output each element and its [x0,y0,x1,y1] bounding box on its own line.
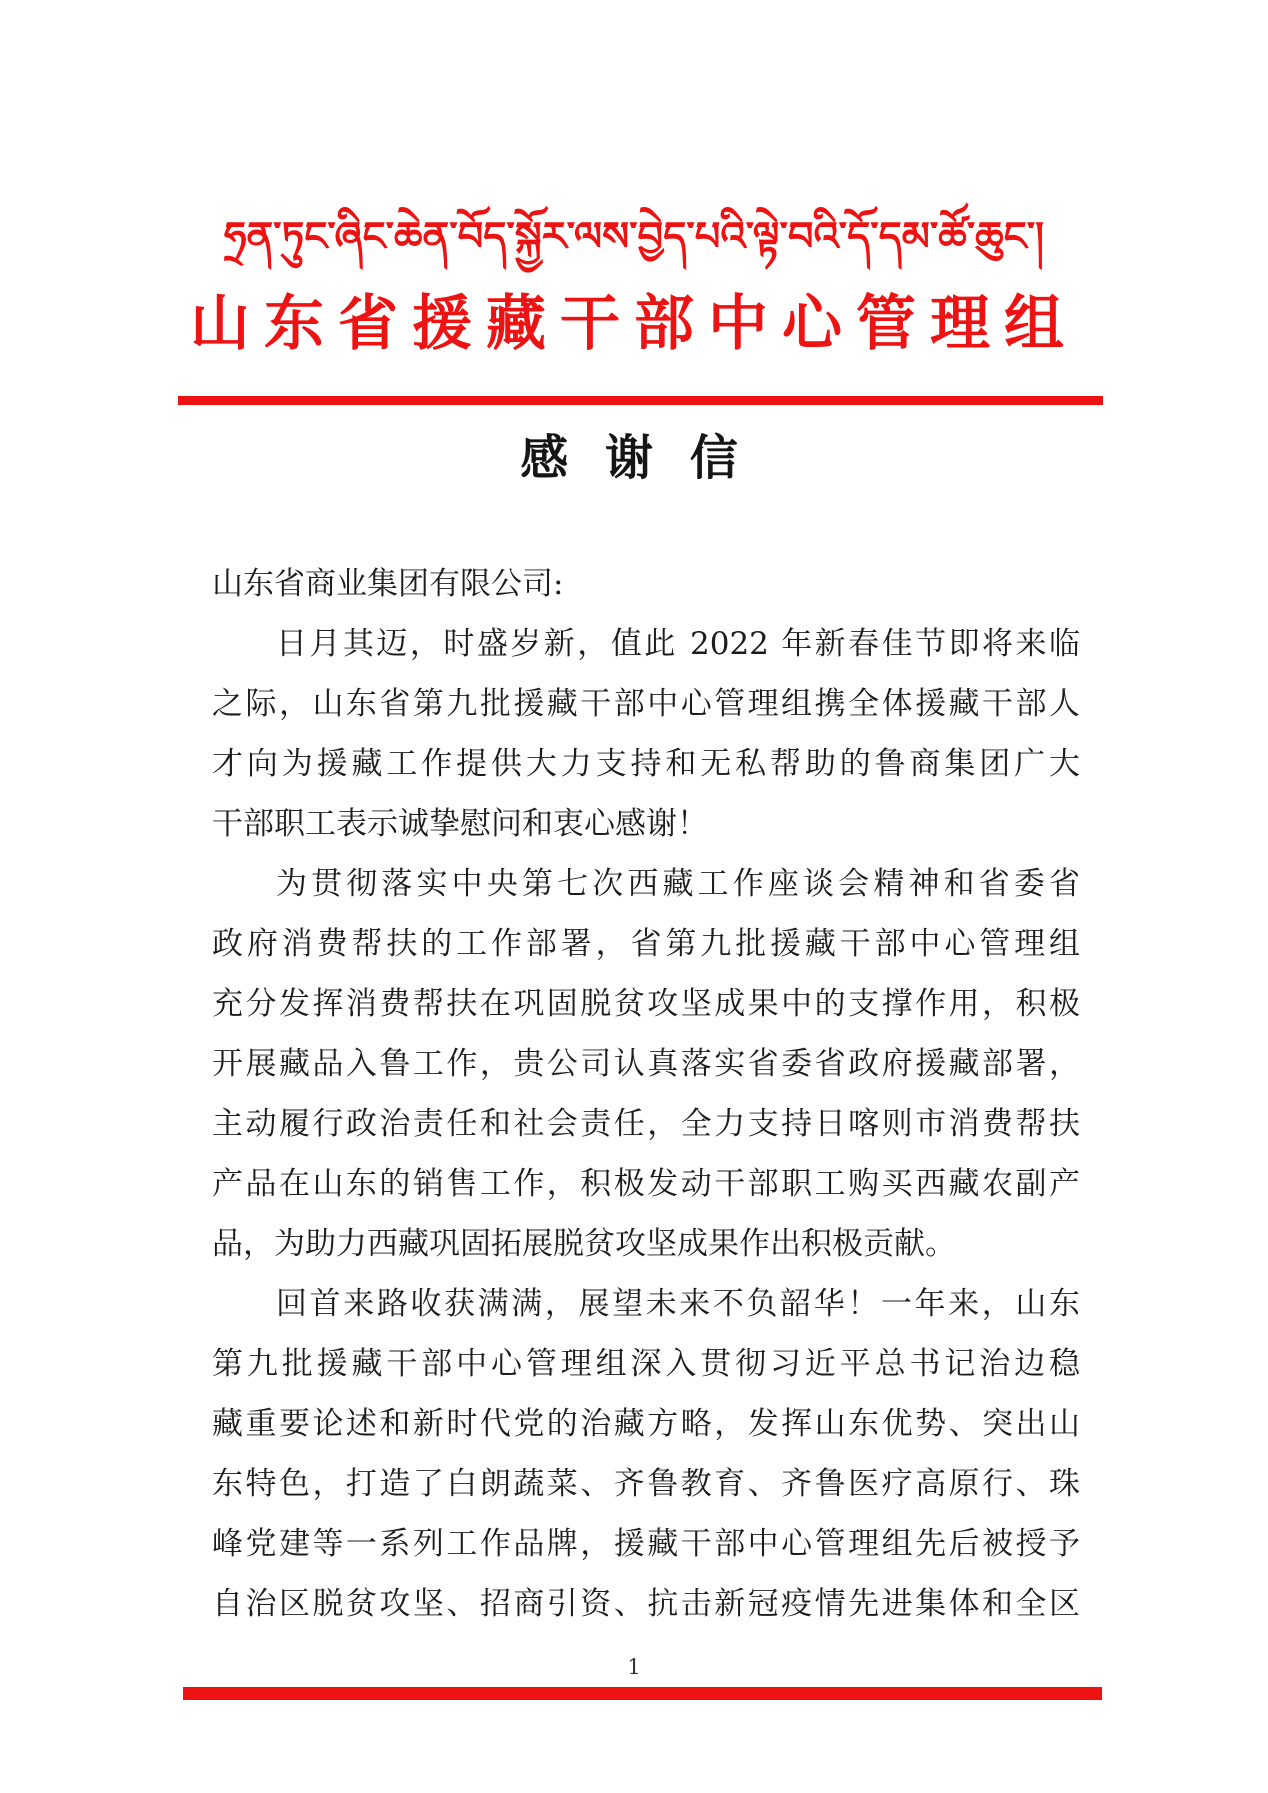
salutation: 山东省商业集团有限公司: [212,566,564,602]
body-line: 之际，山东省第九批援藏干部中心管理组携全体援藏干部人 [212,686,1080,722]
body-line: 回首来路收获满满，展望未来不负韶华！一年来，山东 [276,1286,1080,1322]
letter-title: 感 谢 信 [520,430,748,486]
body-line: 开展藏品入鲁工作，贵公司认真落实省委省政府援藏部署， [212,1046,1080,1082]
body-line: 日月其迈，时盛岁新，值此 2022 年新春佳节即将来临 [276,626,1080,662]
tibetan-masthead-title: ཧྲན་ཏུང་ཞིང་ཆེན་བོད་སྐྱོར་ལས་བྱེད་པའི་ལྟེ་བའི་དོ་དམ་ཚོ་ཆུང་། [224,213,1044,260]
masthead-rule [178,396,1103,405]
body-line: 干部职工表示诚挚慰问和衷心感谢！ [212,806,708,842]
body-line: 品，为助力西藏巩固拓展脱贫攻坚成果作出积极贡献。 [212,1226,956,1262]
body-line: 主动履行政治责任和社会责任，全力支持日喀则市消费帮扶 [212,1106,1080,1142]
letter-body [212,554,1080,1634]
body-line: 自治区脱贫攻坚、招商引资、抗击新冠疫情先进集体和全区 [212,1586,1080,1622]
body-line: 峰党建等一系列工作品牌，援藏干部中心管理组先后被授予 [212,1526,1080,1562]
body-line: 政府消费帮扶的工作部署，省第九批援藏干部中心管理组 [212,926,1080,962]
page-number: 1 [627,1655,641,1679]
body-line: 东特色，打造了白朗蔬菜、齐鲁教育、齐鲁医疗高原行、珠 [212,1466,1080,1502]
body-line: 藏重要论述和新时代党的治藏方略，发挥山东优势、突出山 [212,1406,1080,1442]
body-line: 产品在山东的销售工作，积极发动干部职工购买西藏农副产 [212,1166,1080,1202]
body-line: 为贯彻落实中央第七次西藏工作座谈会精神和省委省 [276,866,1080,902]
footer-rule [183,1687,1102,1700]
body-line: 充分发挥消费帮扶在巩固脱贫攻坚成果中的支撑作用，积极 [212,986,1080,1022]
org-masthead-title: 山东省援藏干部中心管理组 [190,289,1078,359]
body-line: 第九批援藏干部中心管理组深入贯彻习近平总书记治边稳 [212,1346,1080,1382]
body-line: 才向为援藏工作提供大力支持和无私帮助的鲁商集团广大 [212,746,1080,782]
